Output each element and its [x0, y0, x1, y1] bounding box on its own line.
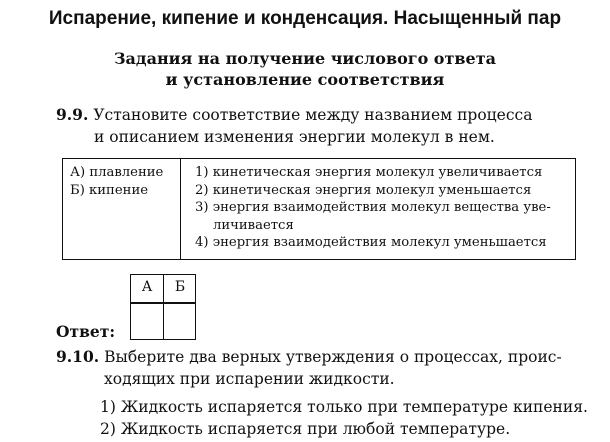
answer-header-a: А [141, 279, 153, 295]
description-item-continuation: личивается [213, 217, 294, 233]
statement-item: 2) Жидкость испаряется при любой температуре. [100, 420, 511, 438]
section-title [0, 48, 610, 90]
answer-cell-a[interactable] [131, 304, 162, 339]
answer-grid [130, 274, 196, 340]
task-number: 9.9. [56, 105, 89, 124]
description-item: 1) кинетическая энергия молекул увеличивается [195, 165, 543, 180]
task-9-9-line-1 [56, 104, 586, 126]
answer-label: Ответ: [56, 322, 116, 341]
task-text: Выберите два верных утверждения о процессах, проис- [104, 348, 562, 366]
task-text: Установите соответствие между названием процесса [93, 106, 533, 124]
section-title-line-2: и установление соответствия [165, 70, 445, 89]
matching-table [62, 158, 576, 260]
task-9-10-line-1 [56, 346, 586, 368]
task-9-10 [56, 346, 586, 390]
answer-header-b: Б [174, 279, 186, 295]
task-9-10-line-2: ходящих при испарении жидкости. [104, 370, 395, 388]
answer-cell-b[interactable] [164, 304, 195, 339]
description-item: 4) энергия взаимодействия молекул уменьшается [195, 235, 547, 250]
section-title-line-1: Задания на получение числового ответа [114, 49, 496, 68]
processes-column [63, 159, 181, 259]
process-item: А) плавление [70, 165, 164, 180]
process-item: Б) кипение [70, 182, 149, 198]
description-item: 2) кинетическая энергия молекул уменьшается [195, 182, 532, 198]
descriptions-column [181, 159, 575, 259]
task-9-9-line-2: и описанием изменения энергии молекул в нем. [94, 128, 495, 146]
chapter-title: Испарение, кипение и конденсация. Насыщенный пар [48, 8, 562, 29]
statement-item: 1) Жидкость испаряется только при температуре кипения. [100, 398, 588, 416]
task-number: 9.10. [56, 347, 100, 366]
description-item: 3) энергия взаимодействия молекул вещества уве- [195, 200, 551, 215]
task-9-9 [56, 104, 586, 148]
